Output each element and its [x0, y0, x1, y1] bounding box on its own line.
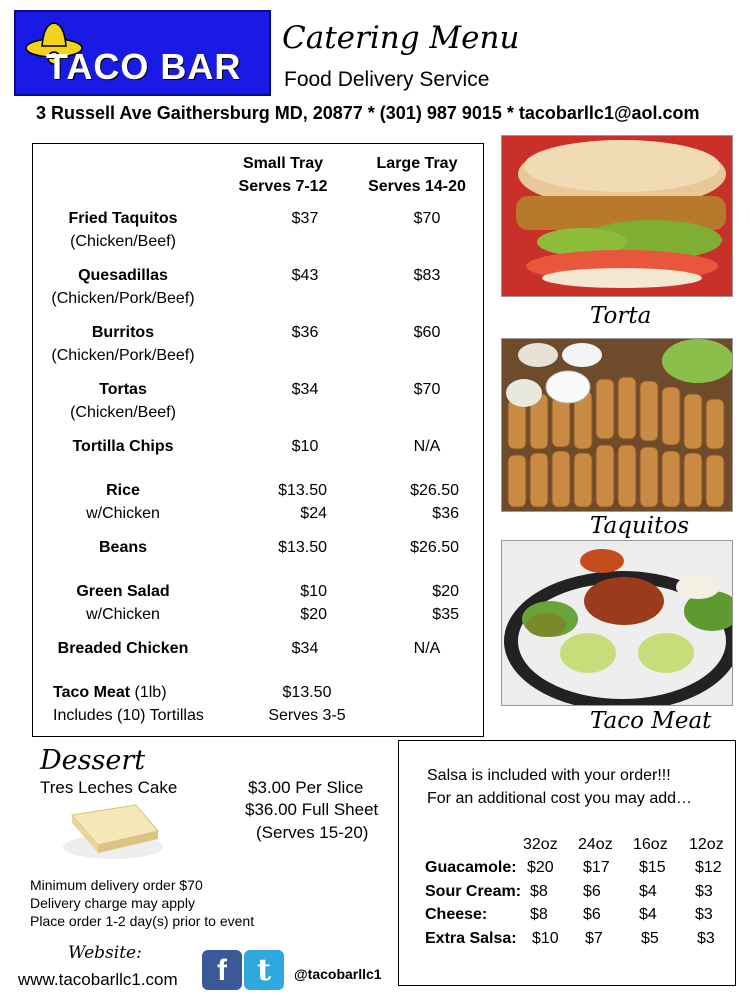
taco-meat-image [502, 541, 733, 706]
torta-photo [501, 135, 733, 297]
taco-meat-price-value: $13.50 [282, 684, 332, 701]
note-delivery-charge: Delivery charge may apply [30, 895, 195, 911]
large-tray-serves: Serves 14-20 [368, 178, 466, 195]
size-16oz: 16oz [633, 836, 668, 853]
large-price: $26.50 [410, 539, 459, 556]
item-name: Beans [98, 539, 148, 556]
menu-item-name [33, 580, 213, 626]
delivery-notes [30, 876, 254, 930]
addon-price: $4 [639, 906, 657, 923]
small-price: $34 [291, 381, 319, 398]
torta-label: Torta [590, 303, 652, 329]
addon-price: $12 [695, 859, 722, 876]
item-sub: w/Chicken [86, 505, 160, 522]
addon-label: Guacamole: [425, 859, 517, 876]
twitter-icon[interactable] [244, 950, 284, 990]
large-tray-title: Large Tray [376, 155, 458, 172]
item-name: Burritos [91, 324, 155, 341]
item-sub: w/Chicken [86, 606, 160, 623]
item-name: Breaded Chicken [57, 640, 189, 657]
small-price-plain: $13.50 [278, 482, 327, 499]
addon-price: $4 [639, 883, 657, 900]
large-price: $70 [413, 210, 441, 227]
small-tray-title: Small Tray [242, 155, 324, 172]
taquitos-photo [501, 338, 733, 512]
note-order-ahead: Place order 1-2 day(s) prior to event [30, 913, 255, 929]
dessert-price-slice: $3.00 Per Slice [248, 778, 364, 797]
taquitos-image [502, 339, 733, 512]
dessert-title: Dessert [40, 745, 146, 776]
menu-table [32, 143, 484, 737]
page-subtitle: Food Delivery Service [284, 68, 490, 91]
small-price-chicken: $20 [300, 606, 327, 623]
taco-meat-photo [501, 540, 733, 706]
torta-image [502, 136, 733, 297]
addon-price: $10 [532, 930, 559, 947]
addon-row-guacamole [425, 859, 517, 877]
small-price: $36 [291, 324, 319, 341]
item-name: Tortilla Chips [72, 438, 174, 455]
menu-item-name [33, 378, 213, 424]
large-price [369, 580, 459, 626]
large-price: $83 [413, 267, 441, 284]
addon-price: $3 [695, 906, 713, 923]
addon-price: $8 [530, 906, 548, 923]
small-price: $13.50 [278, 539, 327, 556]
addon-price: $15 [639, 859, 666, 876]
taco-meat-price [251, 681, 363, 727]
menu-item-name [33, 321, 213, 367]
size-12oz: 12oz [689, 836, 724, 853]
item-name: Fried Taquitos [68, 210, 178, 227]
dessert-price-sheet: $36.00 Full Sheet [245, 800, 379, 819]
small-price: $10 [291, 438, 319, 455]
addon-price: $3 [695, 883, 713, 900]
salsa-included-line: Salsa is included with your order!!! [427, 767, 671, 784]
addon-price: $5 [641, 930, 659, 947]
menu-item-name [33, 435, 213, 458]
addon-row-sour-cream [425, 883, 521, 901]
item-sub: (Chicken/Beef) [70, 404, 176, 421]
twitter-glyph: t [257, 953, 271, 988]
facebook-icon[interactable] [202, 950, 242, 990]
addon-price: $3 [697, 930, 715, 947]
item-sub: (Chicken/Pork/Beef) [51, 347, 195, 364]
addon-price: $8 [530, 883, 548, 900]
menu-item-name [33, 264, 213, 310]
addon-price: $6 [583, 906, 601, 923]
salsa-additional-line: For an additional cost you may add… [427, 790, 693, 807]
item-name: Rice [106, 482, 140, 499]
facebook-glyph: f [217, 954, 227, 987]
taco-meat-title: Taco Meat [53, 684, 131, 701]
dessert-item-name: Tres Leches Cake [40, 778, 178, 797]
large-price-plain: $26.50 [410, 482, 459, 499]
small-price [237, 479, 327, 525]
large-price-plain: $20 [432, 583, 459, 600]
small-tray-header [223, 152, 343, 198]
large-price: N/A [413, 640, 441, 657]
small-price: $43 [291, 267, 319, 284]
addon-label: Extra Salsa: [425, 930, 517, 947]
tres-leches-cake-image [58, 795, 168, 865]
small-price-plain: $10 [300, 583, 327, 600]
page-title: Catering Menu [282, 20, 520, 56]
addon-label: Cheese: [425, 906, 488, 923]
menu-item-name [33, 479, 213, 525]
menu-item-name [33, 207, 213, 253]
social-handle: @tacobarllc1 [294, 966, 382, 982]
small-price-chicken: $24 [300, 505, 327, 522]
item-name: Tortas [99, 381, 147, 398]
addon-price: $20 [527, 859, 554, 876]
taco-meat-label: Taco Meat [590, 708, 712, 734]
addon-row-cheese [425, 906, 487, 924]
addon-label: Sour Cream: [425, 883, 522, 900]
menu-item-name [33, 536, 213, 559]
addon-price: $7 [585, 930, 603, 947]
dessert-serves: (Serves 15-20) [256, 823, 369, 842]
item-sub: (Chicken/Beef) [70, 233, 176, 250]
item-name: Quesadillas [78, 267, 168, 284]
website-label: Website: [68, 943, 142, 963]
taco-meat-serves: Serves 3-5 [268, 707, 346, 724]
website-link[interactable]: www.tacobarllc1.com [18, 970, 178, 989]
item-sub: (Chicken/Pork/Beef) [51, 290, 195, 307]
taco-meat-qty: (1lb) [134, 684, 167, 701]
small-price: $34 [291, 640, 319, 657]
item-name: Green Salad [76, 583, 170, 600]
contact-address: 3 Russell Ave Gaithersburg MD, 20877 * (301) 987 9015 * tacobarllc1@aol.com [36, 103, 700, 123]
small-tray-serves: Serves 7-12 [238, 178, 328, 195]
taco-meat-sub: Includes (10) Tortillas [53, 707, 204, 724]
large-price-chicken: $35 [432, 606, 459, 623]
large-price [369, 479, 459, 525]
addon-price: $6 [583, 883, 601, 900]
size-32oz: 32oz [523, 836, 558, 853]
note-minimum-order: Minimum delivery order $70 [30, 877, 203, 893]
large-price: N/A [413, 438, 441, 455]
large-price: $70 [413, 381, 441, 398]
taquitos-label: Taquitos [590, 513, 690, 539]
large-tray-header [347, 152, 487, 198]
addon-row-extra-salsa [425, 930, 517, 948]
taco-meat-name [39, 681, 239, 727]
logo-text: TACO BAR [46, 46, 242, 87]
menu-item-name [33, 637, 213, 660]
large-price: $60 [413, 324, 441, 341]
taco-bar-logo [14, 10, 271, 96]
addon-price: $17 [583, 859, 610, 876]
large-price-chicken: $36 [432, 505, 459, 522]
size-24oz: 24oz [578, 836, 613, 853]
small-price [237, 580, 327, 626]
small-price: $37 [291, 210, 319, 227]
